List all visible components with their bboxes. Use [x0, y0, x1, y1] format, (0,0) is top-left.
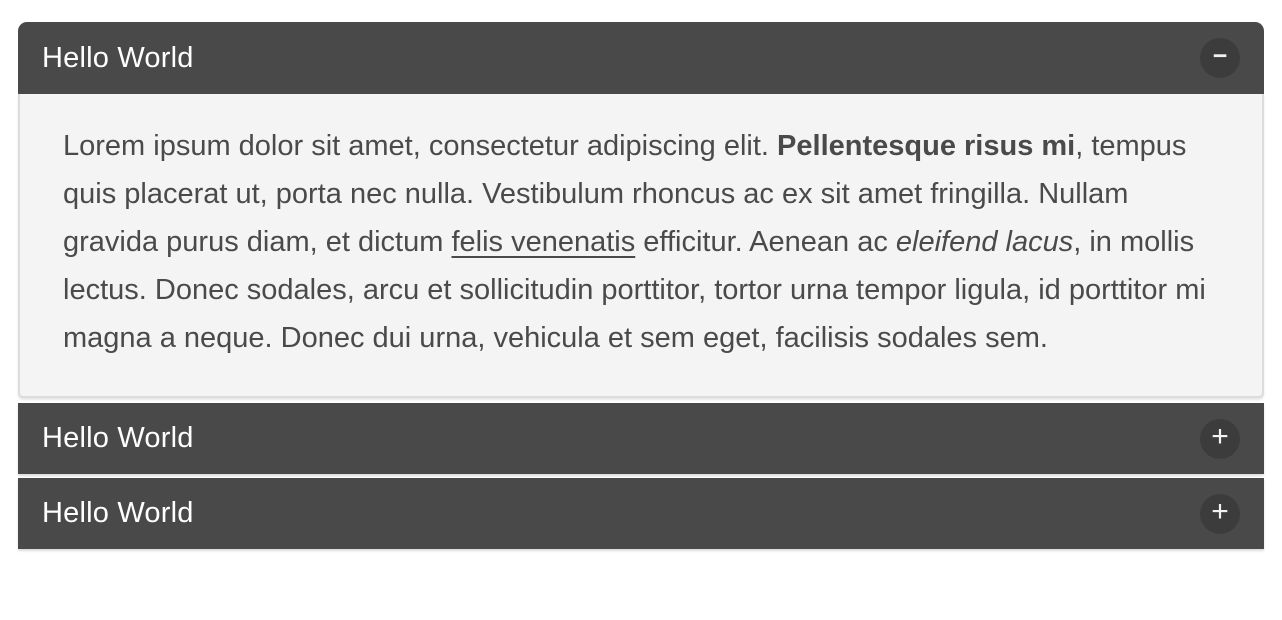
- collapse-button[interactable]: [1200, 38, 1240, 78]
- accordion-panel: [18, 94, 1264, 398]
- text-run: , tempus quis placerat ut, porta nec nulla. Vestibulum rhoncus ac ex sit amet fringilla. Nullam gravida purus diam, et dictum: [63, 130, 1187, 258]
- text-run-italic: eleifend lacus: [895, 226, 1074, 258]
- accordion: [18, 22, 1264, 549]
- accordion-header[interactable]: [18, 403, 1264, 474]
- plus-icon: +: [1211, 420, 1229, 453]
- accordion-section: [18, 22, 1264, 398]
- accordion-section: [18, 478, 1264, 549]
- accordion-title: Hello World: [42, 41, 194, 74]
- accordion-header[interactable]: [18, 22, 1264, 94]
- text-run: , in mollis lectus. Donec sodales, arcu et sollicitudin porttitor, tortor urna tempor ligula, id porttitor mi magna a neque. Donec dui urna, vehicula et sem eget, facilisis sodales sem.: [63, 226, 1206, 354]
- accordion-title: Hello World: [42, 422, 194, 454]
- panel-paragraph: [63, 122, 1218, 362]
- minus-icon: −: [1212, 42, 1228, 70]
- text-run-underline: felis venenatis: [451, 226, 636, 258]
- text-run-bold: Pellentesque risus mi: [777, 130, 1076, 162]
- plus-icon: +: [1211, 495, 1229, 528]
- text-run: efficitur. Aenean ac: [635, 226, 896, 258]
- accordion-header[interactable]: [18, 478, 1264, 549]
- text-run: Lorem ipsum dolor sit amet, consectetur adipiscing elit.: [63, 130, 778, 162]
- expand-button[interactable]: [1200, 494, 1240, 534]
- accordion-title: Hello World: [42, 497, 194, 529]
- accordion-section: [18, 403, 1264, 474]
- expand-button[interactable]: [1200, 419, 1240, 459]
